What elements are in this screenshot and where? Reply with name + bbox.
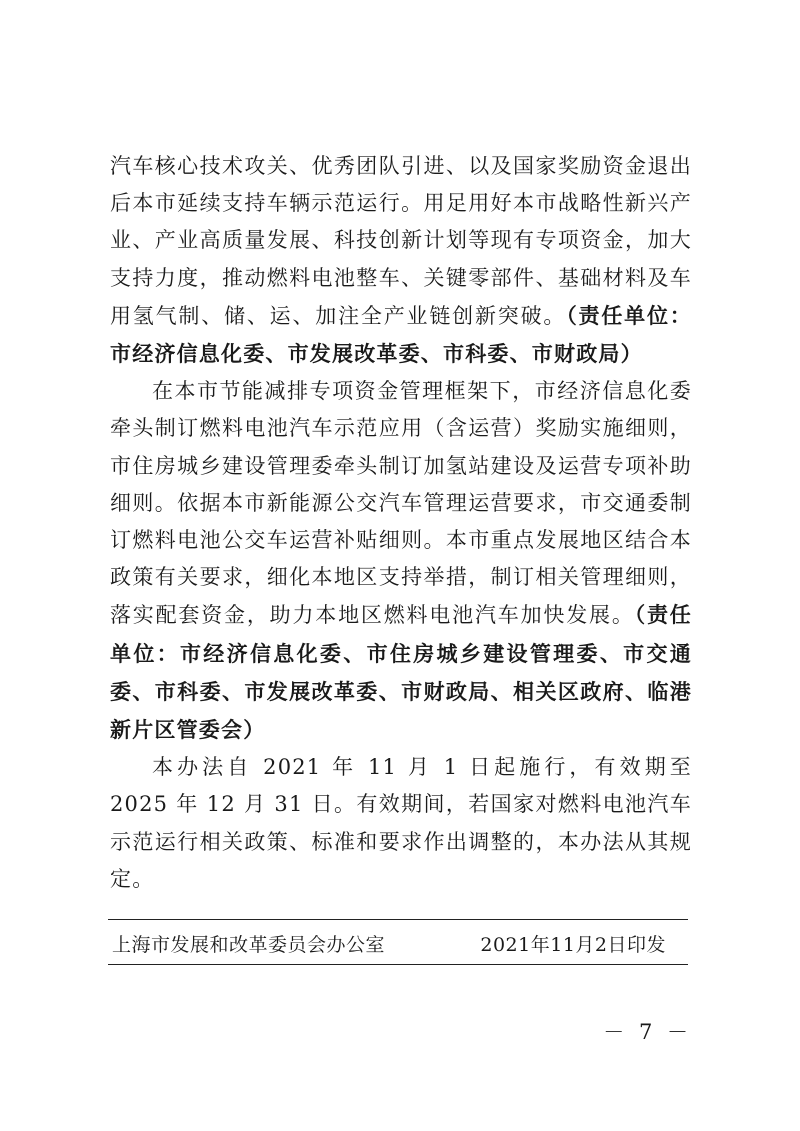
paragraph-1-text: 汽车核心技术攻关、优秀团队引进、以及国家奖励资金退出后本市延续支持车辆示范运行。用足用好本市战略性新兴产业、产业高质量发展、科技创新计划等现有专项资金，加大支持力度，推动燃料电池整车、关键零部件、基础材料及车用氢气制、储、运、加注全产业链创新突破。 — [110, 154, 692, 328]
paragraph-2-responsible-units: （责任单位：市经济信息化委、市住房城乡建设管理委、市交通委、市科委、市发展改革委、市财政局、相关区政府、临港新片区管委会） — [110, 602, 692, 743]
footer-rule-bottom — [108, 964, 688, 965]
paragraph-1 — [110, 148, 692, 373]
paragraph-1-responsible-units: （责任单位：市经济信息化委、市发展改革委、市科委、市财政局） — [110, 302, 693, 367]
paragraph-3-text: 本办法自 2021 年 11 月 1 日起施行，有效期至 2025 年 12 月 31 日。有效期间，若国家对燃料电池汽车示范运行相关政策、标准和要求作出调整的，本办法从其规定。 — [110, 755, 692, 891]
footer-rule-top — [108, 919, 688, 920]
page-number: － 7 － — [603, 1020, 692, 1044]
paragraph-3 — [110, 749, 692, 898]
footer-print-date: 2021年11月2日印发 — [480, 934, 666, 956]
body-text — [110, 148, 692, 898]
footer-issuer: 上海市发展和改革委员会办公室 — [112, 934, 386, 956]
paragraph-2 — [110, 373, 692, 749]
paragraph-2-text: 在本市节能减排专项资金管理框架下，市经济信息化委牵头制订燃料电池汽车示范应用（含运营）奖励实施细则，市住房城乡建设管理委牵头制订加氢站建设及运营专项补助细则。依据本市新能源公交汽车管理运营要求，市交通委制订燃料电池公交车运营补贴细则。本市重点发展地区结合本政策有关要求，细化本地区支持举措，制订相关管理细则，落实配套资金，助力本地区燃料电池汽车加快发展。 — [110, 379, 692, 628]
